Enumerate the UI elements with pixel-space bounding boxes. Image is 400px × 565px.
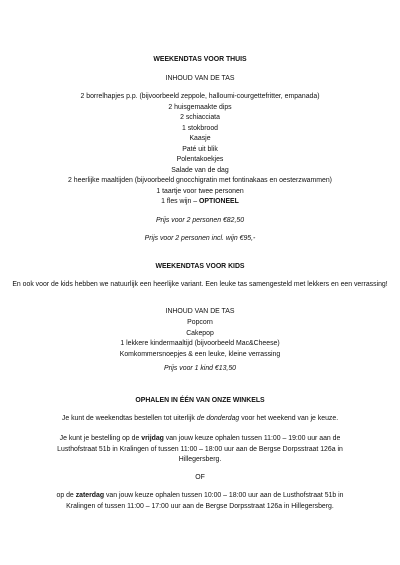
list-item: 1 stokbrood — [181, 124, 218, 132]
list-item: Popcorn — [187, 319, 213, 326]
pickup-friday-part: Je kunt je bestelling op de — [59, 435, 142, 442]
subheading-contents-kids: INHOUD VAN DE TAS — [165, 308, 235, 315]
kids-intro: En ook voor de kids hebben we natuurlijk een heerlijke variant. Een leuke tas samengesteld met lekkers en een verrassing! — [12, 281, 388, 288]
pickup-friday-line3: Hillegersberg. — [178, 456, 222, 463]
or-separator: OF — [195, 474, 205, 481]
wine-label: 1 fles wijn – — [161, 198, 200, 205]
order-deadline-part: voor het weekend van je keuze. — [239, 415, 339, 422]
list-item: Kaasje — [189, 135, 211, 142]
list-item: Paté uit blik — [182, 145, 218, 153]
section-heading-kids: WEEKENDTAS VOOR KIDS — [155, 263, 245, 270]
order-deadline-day: de donderdag — [196, 415, 240, 422]
pickup-saturday-day: zaterdag — [75, 492, 105, 499]
list-item: Salade van de dag — [171, 166, 229, 174]
optional-label: OPTIONEEL — [199, 198, 239, 205]
pickup-friday-day: vrijdag — [141, 435, 164, 442]
list-item: 1 lekkere kindermaaltijd (bijvoorbeeld Mac&Cheese) — [120, 340, 280, 347]
list-item: 2 borrelhapjes p.p. (bijvoorbeeld zeppole, halloumi-courgettefritter, empanada) — [80, 93, 320, 100]
section-heading-ophalen: OPHALEN IN ÉÉN VAN ONZE WINKELS — [135, 397, 265, 404]
price-thuis: Prijs voor 2 personen €82,50 — [155, 217, 245, 224]
list-item: Cakepop — [186, 329, 214, 337]
price-thuis-wine: Prijs voor 2 personen incl. wijn €95,- — [144, 235, 256, 242]
list-item: 2 huisgemaakte dips — [168, 103, 232, 111]
order-deadline-part: Je kunt de weekendtas bestellen tot uiterlijk — [61, 415, 197, 422]
list-item: Komkommersnoepjes & een leuke, kleine verrassing — [119, 350, 281, 358]
price-kids: Prijs voor 1 kind €13,50 — [163, 365, 236, 372]
list-item-wine — [0, 197, 400, 208]
list-item: 2 schiacciata — [180, 114, 220, 121]
section-heading-thuis: WEEKENDTAS VOOR THUIS — [153, 56, 247, 63]
order-deadline-text — [0, 414, 400, 425]
pickup-friday-part: van jouw keuze ophalen tussen 11:00 – 19:00 uur aan de — [163, 435, 341, 442]
pickup-friday-line1 — [0, 434, 400, 445]
pickup-friday-line2: Lusthofstraat 51b in Kralingen of tussen 11:00 – 18:00 uur aan de Bergse Dorpsstraat 126a in — [57, 445, 343, 453]
list-item: Polentakoekjes — [176, 156, 224, 163]
pickup-saturday-line1 — [0, 491, 400, 502]
list-item: 2 heerlijke maaltijden (bijvoorbeeld gnocchigratin met fontinakaas en oesterzwammen) — [68, 177, 332, 184]
list-item: 1 taartje voor twee personen — [156, 187, 244, 195]
subheading-contents-thuis: INHOUD VAN DE TAS — [165, 75, 235, 82]
pickup-saturday-line2: Kralingen of tussen 11:00 – 17:00 uur aan de Bergse Dorpsstraat 126a in Hillegersberg. — [66, 502, 334, 510]
pickup-saturday-part: van jouw keuze ophalen tussen 10:00 – 18:00 uur aan de Lusthofstraat 51b in — [104, 492, 344, 499]
pickup-saturday-part: op de — [56, 492, 76, 499]
